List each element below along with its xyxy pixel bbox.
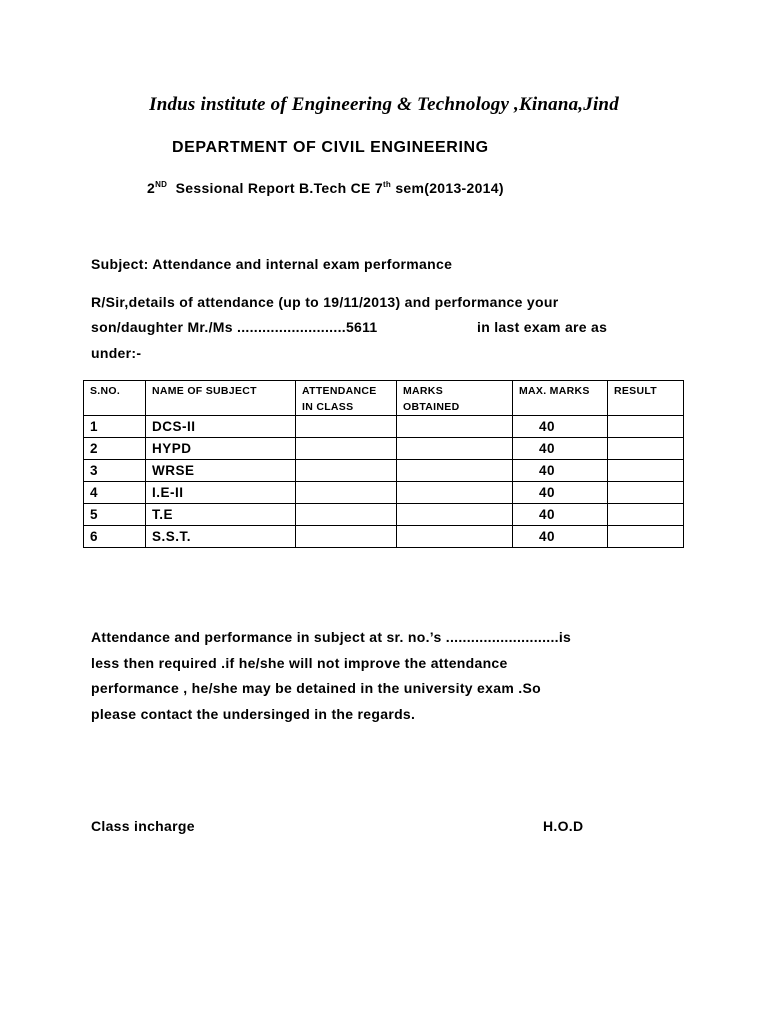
cell-subject: HYPD bbox=[146, 438, 296, 460]
intro-line-1: R/Sir,details of attendance (up to 19/11/2013) and performance your bbox=[91, 294, 559, 310]
col-subject: NAME OF SUBJECT bbox=[146, 381, 296, 416]
table-row bbox=[84, 482, 684, 504]
cell-max: 40 bbox=[513, 438, 608, 460]
cell-result bbox=[608, 482, 684, 504]
col-max-marks: MAX. MARKS bbox=[513, 381, 608, 416]
cell-max: 40 bbox=[513, 460, 608, 482]
marks-table bbox=[83, 380, 684, 548]
cell-max: 40 bbox=[513, 416, 608, 438]
cell-marks bbox=[397, 416, 513, 438]
report-prefix: 2 bbox=[147, 180, 156, 196]
col-attendance bbox=[296, 381, 397, 416]
report-suffix: sem(2013-2014) bbox=[395, 180, 504, 196]
cell-result bbox=[608, 416, 684, 438]
col-sno: S.NO. bbox=[84, 381, 146, 416]
table-row bbox=[84, 438, 684, 460]
cell-subject: T.E bbox=[146, 504, 296, 526]
cell-sno: 2 bbox=[84, 438, 146, 460]
intro-line-2: son/daughter Mr./Ms ..........................5611 bbox=[91, 319, 378, 335]
cell-sno: 6 bbox=[84, 526, 146, 548]
cell-max: 40 bbox=[513, 482, 608, 504]
table-row bbox=[84, 416, 684, 438]
cell-attendance bbox=[296, 504, 397, 526]
signature-class-incharge: Class incharge bbox=[91, 818, 195, 834]
cell-attendance bbox=[296, 416, 397, 438]
col-marks-line2: OBTAINED bbox=[403, 401, 460, 413]
cell-subject: DCS-II bbox=[146, 416, 296, 438]
cell-subject: S.S.T. bbox=[146, 526, 296, 548]
cell-subject: I.E-II bbox=[146, 482, 296, 504]
notice-line-4: please contact the undersinged in the regards. bbox=[91, 706, 416, 722]
notice-line-3: performance , he/she may be detained in the university exam .So bbox=[91, 680, 541, 696]
department-title: DEPARTMENT OF CIVIL ENGINEERING bbox=[172, 139, 489, 156]
report-prefix-sup: ND bbox=[155, 180, 168, 189]
table-row bbox=[84, 526, 684, 548]
col-marks-line1: MARKS bbox=[403, 385, 443, 397]
cell-attendance bbox=[296, 438, 397, 460]
notice-line-2: less then required .if he/she will not improve the attendance bbox=[91, 655, 508, 671]
intro-line-3: under:- bbox=[91, 345, 142, 361]
table-row bbox=[84, 460, 684, 482]
institute-name: Indus institute of Engineering & Technology ,Kinana,Jind bbox=[149, 94, 619, 115]
col-result: RESULT bbox=[608, 381, 684, 416]
cell-result bbox=[608, 438, 684, 460]
cell-marks bbox=[397, 482, 513, 504]
cell-marks bbox=[397, 504, 513, 526]
table-row bbox=[84, 504, 684, 526]
col-attendance-line1: ATTENDANCE bbox=[302, 385, 377, 397]
cell-attendance bbox=[296, 482, 397, 504]
cell-sno: 4 bbox=[84, 482, 146, 504]
cell-marks bbox=[397, 438, 513, 460]
cell-result bbox=[608, 460, 684, 482]
cell-result bbox=[608, 504, 684, 526]
subject-line: Subject: Attendance and internal exam performance bbox=[91, 256, 453, 272]
cell-sno: 1 bbox=[84, 416, 146, 438]
intro-line-2b: in last exam are as bbox=[477, 319, 608, 335]
cell-marks bbox=[397, 460, 513, 482]
notice-line-1: Attendance and performance in subject at sr. no.’s ...........................is bbox=[91, 629, 572, 645]
report-mid-sup: th bbox=[382, 180, 392, 189]
cell-result bbox=[608, 526, 684, 548]
report-title bbox=[147, 180, 504, 196]
cell-sno: 5 bbox=[84, 504, 146, 526]
signature-hod: H.O.D bbox=[543, 818, 584, 834]
report-mid: Sessional Report B.Tech CE 7 bbox=[175, 180, 383, 196]
cell-max: 40 bbox=[513, 504, 608, 526]
cell-sno: 3 bbox=[84, 460, 146, 482]
cell-marks bbox=[397, 526, 513, 548]
cell-subject: WRSE bbox=[146, 460, 296, 482]
col-marks bbox=[397, 381, 513, 416]
col-attendance-line2: IN CLASS bbox=[302, 401, 354, 413]
cell-max: 40 bbox=[513, 526, 608, 548]
cell-attendance bbox=[296, 526, 397, 548]
cell-attendance bbox=[296, 460, 397, 482]
table-header-row bbox=[84, 381, 684, 416]
